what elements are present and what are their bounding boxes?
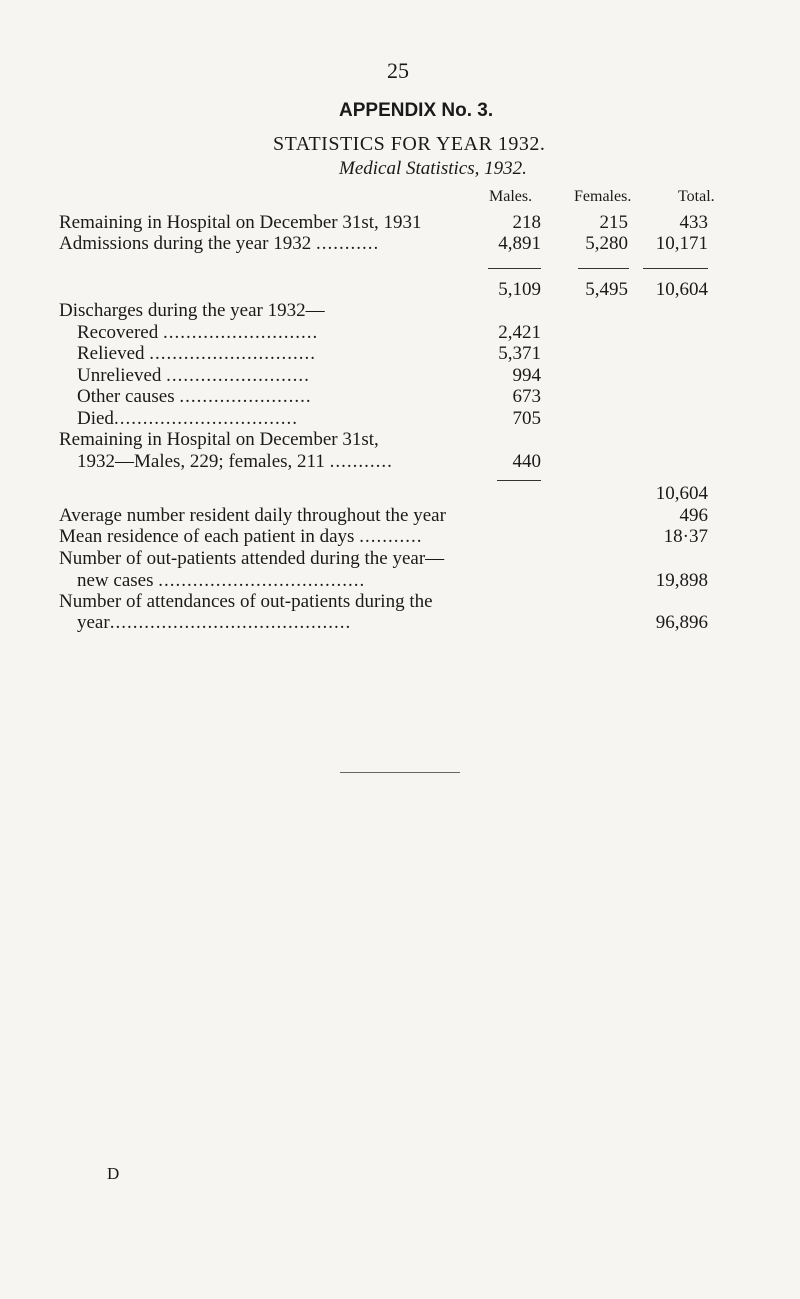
appendix-heading: APPENDIX No. 3. [339, 100, 494, 121]
row-unrelieved-value: 994 [512, 365, 541, 386]
subtotal-females: 5,495 [585, 279, 628, 300]
row-outpatients-line2 [77, 570, 365, 592]
row-attendances-line1: Number of attendances of out-patients during the [59, 591, 433, 612]
dot-leader: ........... [329, 451, 393, 472]
row-admissions-total: 10,171 [655, 233, 708, 254]
row-remaining-1932-line2 [77, 451, 393, 473]
rule-discharge-total [497, 480, 541, 481]
row-relieved [77, 343, 316, 365]
row-relieved-value: 5,371 [498, 343, 541, 364]
dot-leader: ........... [359, 526, 423, 547]
dot-leader: ........... [316, 233, 380, 254]
dot-leader: ................................ [113, 408, 298, 429]
row-other-causes [77, 386, 312, 408]
row-remaining-1931-label: Remaining in Hospital on December 31st, 1931 [59, 212, 422, 233]
row-average-resident-label: Average number resident daily throughout the year [59, 505, 446, 526]
row-recovered-value: 2,421 [498, 322, 541, 343]
dot-leader: ........................... [162, 322, 319, 343]
col-header-females: Females. [574, 188, 632, 205]
row-unrelieved-label: Unrelieved [77, 365, 167, 386]
row-admissions-males: 4,891 [498, 233, 541, 254]
dot-leader: .................................... [158, 570, 366, 591]
subtotal-total: 10,604 [655, 279, 708, 300]
row-admissions-females: 5,280 [585, 233, 628, 254]
grand-total: 10,604 [655, 483, 708, 504]
rule-females [578, 268, 629, 269]
dot-leader: ............................. [149, 343, 317, 364]
subtitle: Medical Statistics, 1932. [339, 158, 527, 179]
dot-leader: .......................................... [109, 612, 352, 633]
row-mean-residence-label: Mean residence of each patient in days [59, 526, 360, 547]
row-mean-residence-value: 18·37 [663, 526, 708, 547]
row-admissions-label: Admissions during the year 1932 [59, 233, 317, 254]
discharges-heading: Discharges during the year 1932— [59, 300, 325, 321]
col-header-total: Total. [678, 188, 715, 205]
row-remaining-1932-label: 1932—Males, 229; females, 211 [77, 451, 330, 472]
row-mean-residence [59, 526, 422, 548]
row-attendances-value: 96,896 [655, 612, 708, 633]
subtotal-males: 5,109 [498, 279, 541, 300]
dot-leader: ....................... [179, 386, 312, 407]
row-remaining-1931-males: 218 [512, 212, 541, 233]
row-relieved-label: Relieved [77, 343, 150, 364]
row-remaining-1932-value: 440 [512, 451, 541, 472]
row-recovered [77, 322, 318, 344]
closing-rule [340, 772, 460, 773]
row-attendances-label: year [77, 612, 110, 633]
row-admissions [59, 233, 379, 255]
dot-leader: ......................... [166, 365, 310, 386]
row-attendances-line2 [77, 612, 351, 634]
rule-males [488, 268, 541, 269]
footer-mark: D [107, 1164, 120, 1183]
row-average-resident-value: 496 [679, 505, 708, 526]
row-other-causes-label: Other causes [77, 386, 180, 407]
statistics-heading: STATISTICS FOR YEAR 1932. [273, 133, 546, 155]
row-died-label: Died [77, 408, 114, 429]
page-number: 25 [387, 58, 409, 83]
row-died [77, 408, 298, 430]
row-remaining-1931-total: 433 [679, 212, 708, 233]
row-remaining-1931-females: 215 [599, 212, 628, 233]
rule-total [643, 268, 708, 269]
row-other-causes-value: 673 [512, 386, 541, 407]
row-outpatients-line1: Number of out-patients attended during the year— [59, 548, 445, 569]
row-outpatients-value: 19,898 [655, 570, 708, 591]
row-unrelieved [77, 365, 310, 387]
row-recovered-label: Recovered [77, 322, 163, 343]
col-header-males: Males. [489, 188, 533, 205]
row-died-value: 705 [512, 408, 541, 429]
row-remaining-1932-line1: Remaining in Hospital on December 31st, [59, 429, 379, 450]
row-outpatients-label: new cases [77, 570, 159, 591]
